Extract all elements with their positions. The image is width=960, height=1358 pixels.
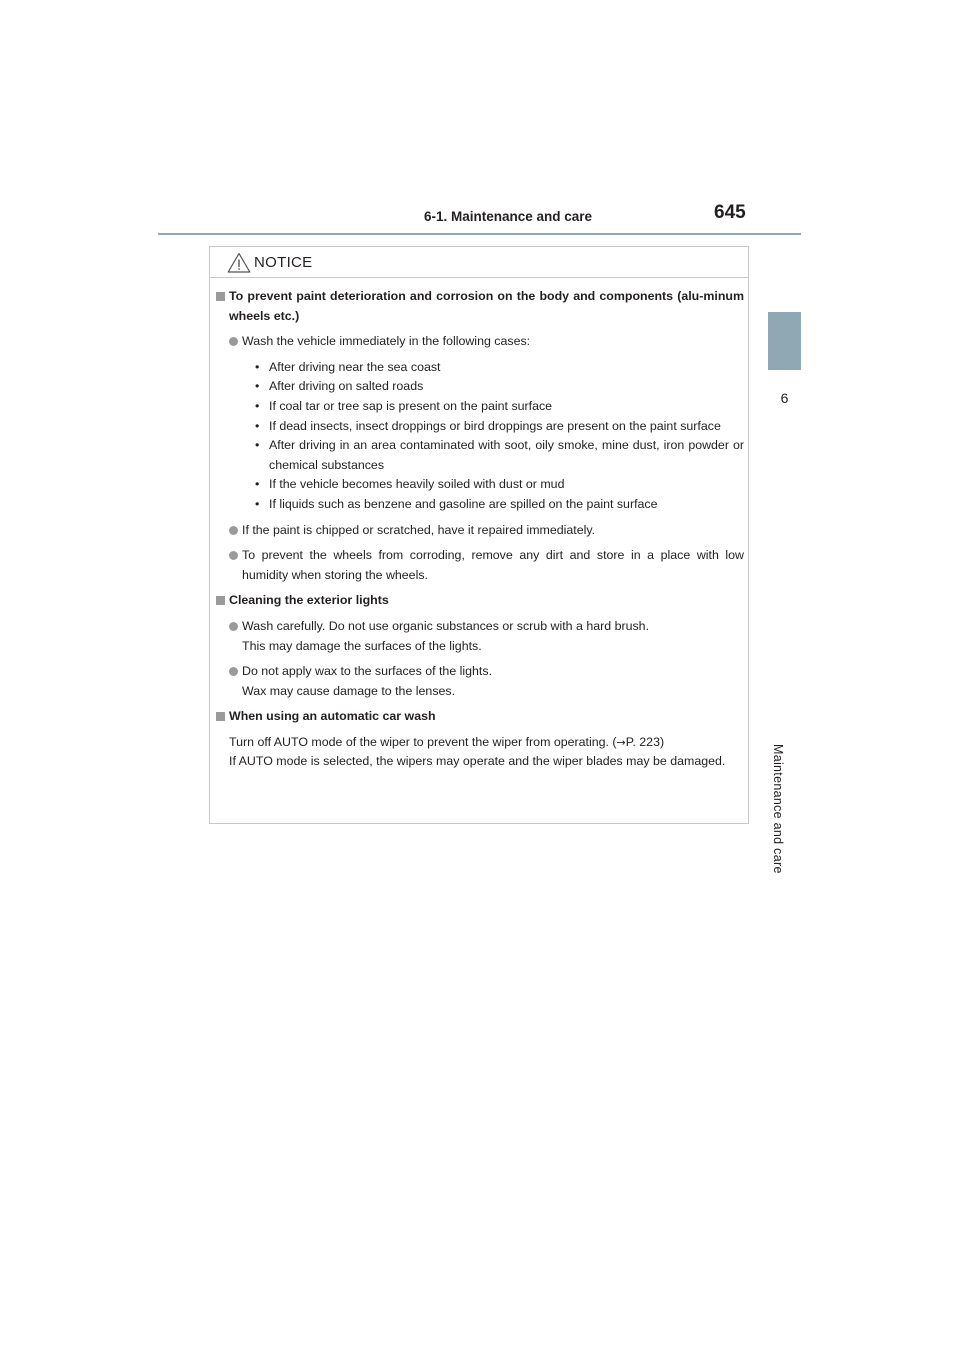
sub-item-text: After driving near the sea coast (269, 359, 441, 374)
item-text: Wash the vehicle immediately in the following cases: (242, 334, 531, 349)
sub-list-item: • If coal tar or tree sap is present on the paint surface (255, 398, 553, 413)
item-text: This may damage the surfaces of the lights. (242, 638, 482, 653)
section-title: Cleaning the exterior lights (229, 593, 389, 608)
circle-bullet-icon (229, 667, 238, 676)
header-divider (158, 233, 801, 235)
circle-bullet-icon (229, 526, 238, 535)
section-title: When using an automatic car wash (229, 709, 436, 724)
arrow-right-icon: → (616, 735, 626, 749)
section-title: To prevent paint deterioration and corrosion on the body and components (alu-minum wheels etc.) (229, 289, 744, 323)
list-item (229, 662, 744, 701)
chapter-tab (768, 312, 801, 370)
page-number: 645 (714, 202, 746, 223)
square-bullet-icon (216, 292, 225, 301)
circle-bullet-icon (229, 337, 238, 346)
notice-content (210, 287, 750, 772)
sub-item-text: If the vehicle becomes heavily soiled with dust or mud (269, 477, 565, 492)
list-item (229, 332, 744, 514)
sub-item-text: If dead insects, insect droppings or bird droppings are present on the paint surface (269, 418, 721, 433)
item-text: Do not apply wax to the surfaces of the lights. (242, 664, 493, 679)
sub-list-item: • After driving on salted roads (255, 379, 424, 394)
notice-section (210, 591, 750, 701)
item-text: Wash carefully. Do not use organic substances or scrub with a hard brush. (242, 618, 650, 633)
notice-section (210, 707, 750, 772)
paragraph (229, 733, 744, 772)
notice-box (209, 246, 749, 824)
item-text: If the paint is chipped or scratched, have it repaired immediately. (242, 522, 596, 537)
notice-title: NOTICE (254, 254, 313, 271)
page-reference-link[interactable]: P. 223) (625, 734, 665, 749)
square-bullet-icon (216, 712, 225, 721)
sub-list-item: • If the vehicle becomes heavily soiled with dust or mud (255, 477, 565, 492)
sub-item-text: After driving in an area contaminated with soot, oily smoke, mine dust, iron powder or chemical substances (269, 438, 744, 472)
chapter-number: 6 (780, 390, 789, 406)
paragraph-text: Turn off AUTO mode of the wiper to prevent the wiper from operating. ( (229, 734, 617, 749)
sub-item-text: If coal tar or tree sap is present on the paint surface (269, 398, 553, 413)
item-text: To prevent the wheels from corroding, remove any dirt and store in a place with low humidity when storing the wheels. (242, 548, 744, 582)
sub-list-item: • After driving near the sea coast (255, 359, 441, 374)
list-item (229, 521, 744, 541)
sub-item-text: If liquids such as benzene and gasoline are spilled on the paint surface (269, 496, 658, 511)
square-bullet-icon (216, 596, 225, 605)
sub-list-item: • If liquids such as benzene and gasoline are spilled on the paint surface (255, 496, 658, 511)
sub-list-item: • If dead insects, insect droppings or bird droppings are present on the paint surface (255, 418, 721, 433)
chapter-label: Maintenance and care (771, 744, 785, 874)
sub-item-text: After driving on salted roads (269, 379, 424, 394)
list-item (229, 546, 744, 585)
sub-list (242, 358, 744, 515)
notice-section (210, 287, 750, 585)
list-item (229, 617, 744, 656)
notice-header (210, 247, 748, 278)
running-header-section: 6-1. Maintenance and care (424, 209, 593, 224)
warning-triangle-icon (227, 252, 251, 273)
paragraph-text: If AUTO mode is selected, the wipers may operate and the wiper blades may be damaged. (229, 754, 726, 769)
circle-bullet-icon (229, 551, 238, 560)
sub-list-item: • After driving in an area contaminated with soot, oily smoke, mine dust, iron powder or chemical substances (255, 438, 744, 472)
item-text: Wax may cause damage to the lenses. (242, 683, 456, 698)
circle-bullet-icon (229, 622, 238, 631)
paragraph-line (229, 733, 744, 753)
